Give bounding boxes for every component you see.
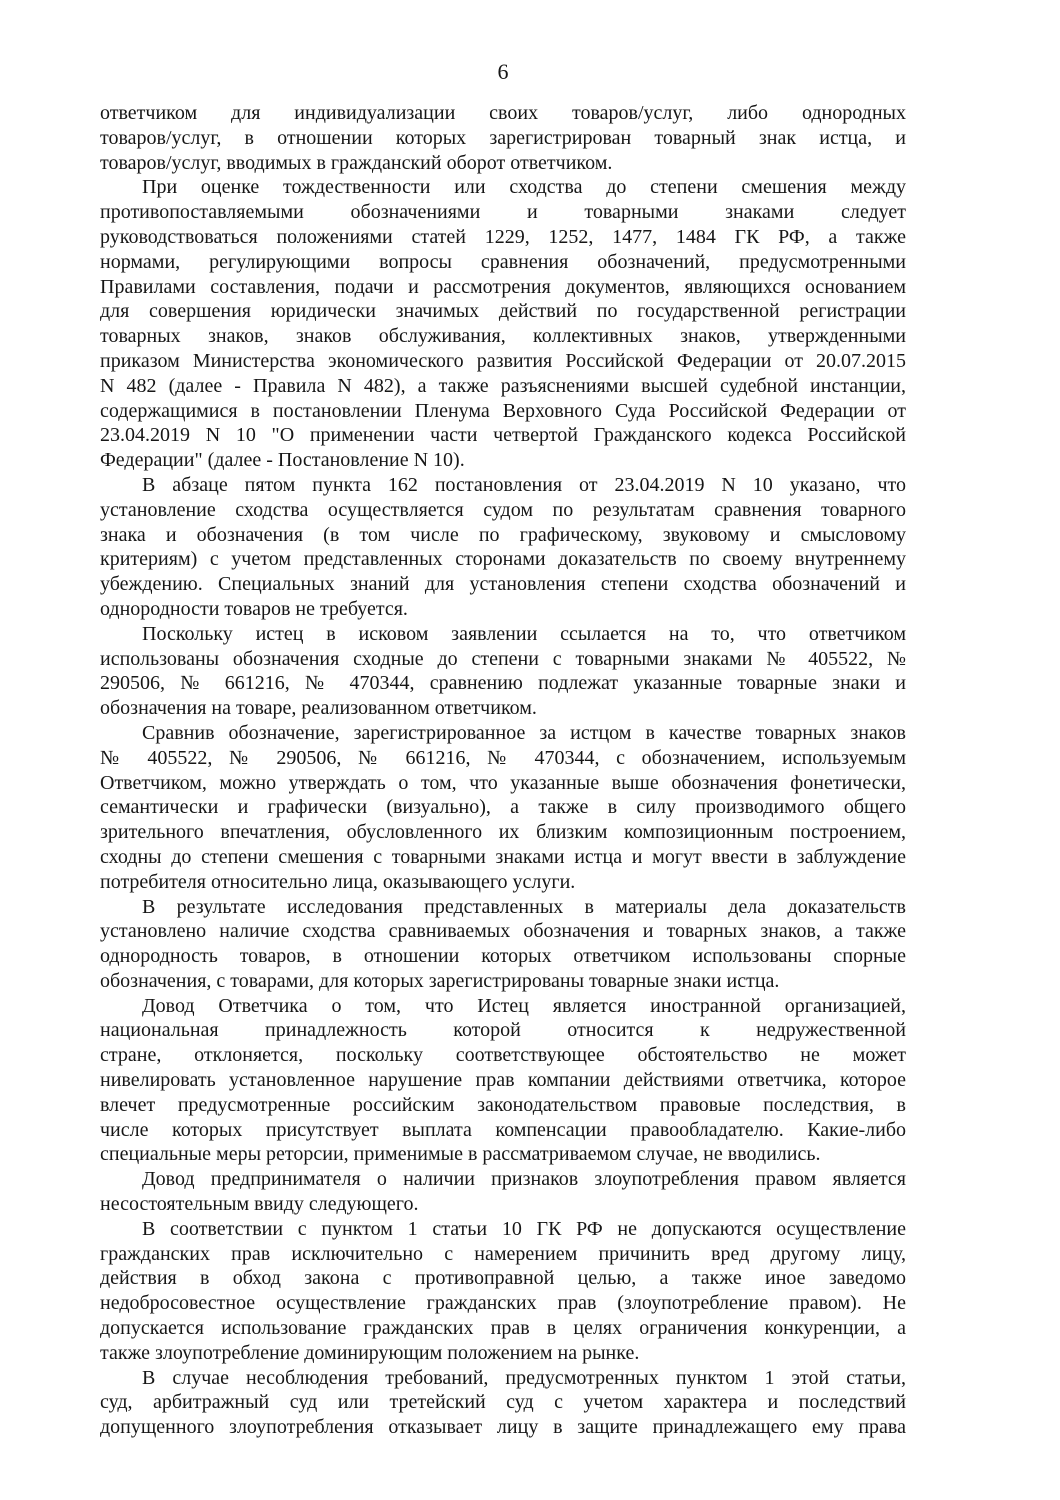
text-line: При оценке тождественности или сходства до степени смешения между (142, 176, 906, 199)
text-line: специальные меры реторсии, применимые в рассматриваемом случае, не вводились. (100, 1143, 821, 1166)
text-line: установление сходства осуществляется судом по результатам сравнения товарного (100, 498, 906, 521)
paragraph (100, 1167, 906, 1217)
text-line: для совершения юридически значимых действий по государственной регистрации (100, 300, 906, 323)
text-line: Сравнив обозначение, зарегистрированное за истцом в качестве товарных знаков (142, 721, 906, 744)
text-line: допускается использование гражданских прав в целях ограничения конкуренции, а (100, 1317, 906, 1340)
document-body (100, 101, 906, 1440)
text-line: 290506, № 661216, № 470344, сравнению подлежат указанные товарные знаки и (100, 672, 906, 695)
text-line: суд, арбитражный суд или третейский суд с учетом характера и последствий (100, 1391, 906, 1414)
text-line: действия в обход закона с противоправной целью, а также иное заведомо (100, 1267, 906, 1290)
text-line: Довод предпринимателя о наличии признаков злоупотребления правом является (142, 1168, 906, 1191)
text-line: потребителя относительно лица, оказывающего услуги. (100, 870, 576, 893)
text-line: семантически и графически (визуально), а также в силу производимого общего (100, 796, 906, 819)
paragraph (100, 473, 906, 622)
text-line: товарных знаков, знаков обслуживания, коллективных знаков, утвержденными (100, 325, 906, 348)
text-line: национальная принадлежность которой относится к недружественной (100, 1019, 906, 1042)
text-line: однородности товаров не требуется. (100, 597, 408, 620)
paragraph (100, 622, 906, 721)
paragraph (100, 994, 906, 1168)
text-line: Ответчиком, можно утверждать о том, что указанные выше обозначения фонетически, (100, 771, 906, 794)
text-line: установлено наличие сходства сравниваемых обозначения и товарных знаков, а также (100, 920, 906, 943)
text-line: В результате исследования представленных в материалы дела доказательств (142, 895, 906, 918)
text-line: нивелировать установленное нарушение прав компании действиями ответчика, которое (100, 1069, 906, 1092)
text-line: допущенного злоупотребления отказывает лицу в защите принадлежащего ему права (100, 1416, 906, 1439)
text-line: противопоставляемыми обозначениями и товарными знаками следует (100, 201, 906, 224)
text-line: однородность товаров, в отношении которых ответчиком использованы спорные (100, 945, 906, 968)
paragraph (100, 721, 906, 895)
text-line: Федерации" (далее - Постановление N 10). (100, 449, 465, 472)
text-line: содержащимися в постановлении Пленума Верховного Суда Российской Федерации от (100, 399, 906, 422)
paragraph (100, 1217, 906, 1366)
text-line: Довод Ответчика о том, что Истец является иностранной организацией, (142, 994, 906, 1017)
text-line: руководствоваться положениями статей 1229, 1252, 1477, 1484 ГК РФ, а также (100, 225, 906, 248)
text-line: числе которых присутствует выплата компенсации правообладателю. Какие-либо (100, 1118, 906, 1141)
text-line: товаров/услуг, вводимых в гражданский оборот ответчиком. (100, 151, 613, 174)
text-line: товаров/услуг, в отношении которых зарегистрирован товарный знак истца, и (100, 126, 906, 149)
text-line: Правилами составления, подачи и рассмотрения документов, являющихся основанием (100, 275, 906, 298)
page-number: 6 (497, 59, 509, 84)
text-line: Поскольку истец в исковом заявлении ссылается на то, что ответчиком (142, 622, 906, 645)
text-line: сходны до степени смешения с товарными знаками истца и могут ввести в заблуждение (100, 845, 906, 868)
text-line: убеждению. Специальных знаний для установления степени сходства обозначений и (100, 573, 906, 596)
text-line: недобросовестное осуществление гражданских прав (злоупотребление правом). Не (100, 1292, 906, 1315)
text-line: нормами, регулирующими вопросы сравнения обозначений, предусмотренными (100, 250, 906, 273)
paragraph (100, 1366, 906, 1440)
text-line: также злоупотребление доминирующим положением на рынке. (100, 1341, 640, 1364)
text-line: гражданских прав исключительно с намерением причинить вред другому лицу, (100, 1242, 906, 1265)
text-line: несостоятельным ввиду следующего. (100, 1193, 419, 1216)
paragraph (100, 175, 906, 473)
text-line: влечет предусмотренные российским законодательством правовые последствия, в (100, 1093, 906, 1116)
text-line: приказом Министерства экономического развития Российской Федерации от 20.07.2015 (100, 349, 906, 372)
text-line: В соответствии с пунктом 1 статьи 10 ГК РФ не допускаются осуществление (142, 1217, 906, 1240)
text-line: В случае несоблюдения требований, предусмотренных пунктом 1 этой статьи, (142, 1366, 906, 1389)
text-line: стране, отклоняется, поскольку соответствующее обстоятельство не может (100, 1044, 906, 1067)
paragraph (100, 895, 906, 994)
text-line: № 405522, № 290506, № 661216, № 470344, с обозначением, используемым (100, 746, 906, 769)
text-line: знака и обозначения (в том числе по графическому, звуковому и смысловому (100, 523, 906, 546)
paragraph (100, 101, 906, 175)
text-line: В абзаце пятом пункта 162 постановления от 23.04.2019 N 10 указано, что (142, 473, 906, 496)
text-line: использованы обозначения сходные до степени с товарными знаками № 405522, № (100, 647, 906, 670)
text-line: ответчиком для индивидуализации своих товаров/услуг, либо однородных (100, 102, 906, 124)
text-line: 23.04.2019 N 10 "О применении части четвертой Гражданского кодекса Российской (100, 424, 906, 447)
text-line: обозначения на товаре, реализованном ответчиком. (100, 697, 537, 720)
text-line: критериям) с учетом представленных сторонами доказательств по своему внутреннему (100, 548, 906, 571)
text-line: зрительного впечатления, обусловленного их близким композиционным построением, (100, 821, 906, 844)
text-line: обозначения, с товарами, для которых зарегистрированы товарные знаки истца. (100, 969, 780, 992)
text-line: N 482 (далее - Правила N 482), а также разъяснениями высшей судебной инстанции, (100, 374, 906, 397)
